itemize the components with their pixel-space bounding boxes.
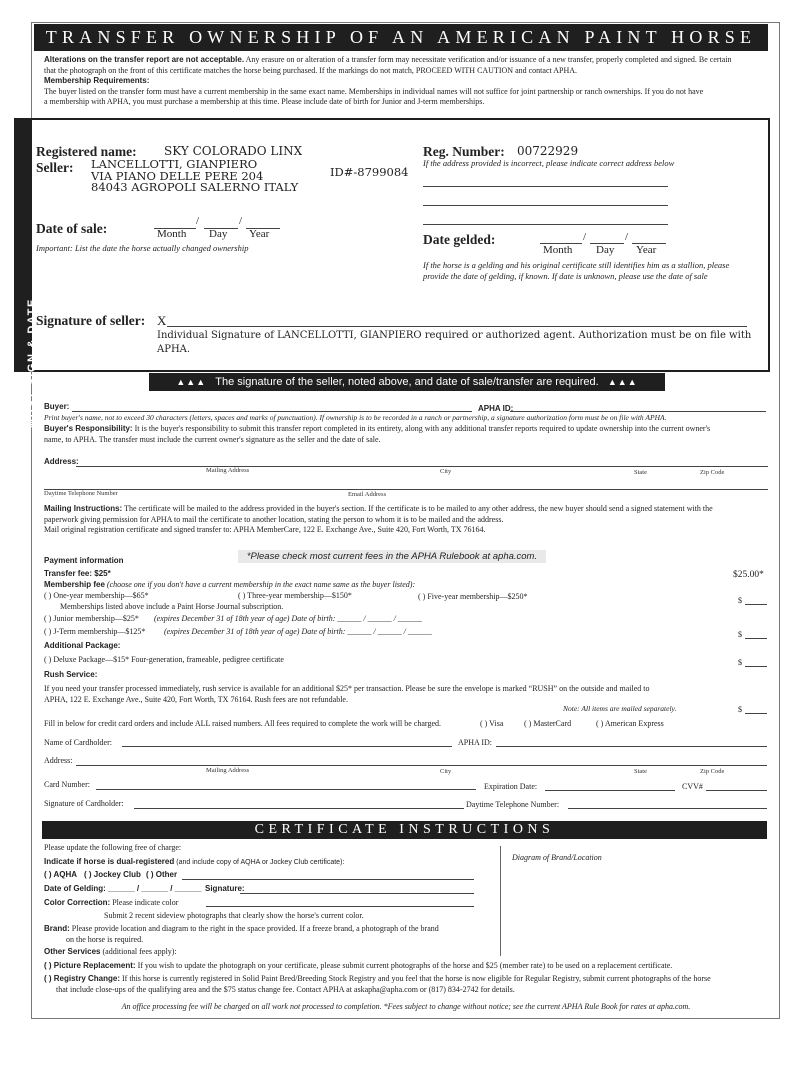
registry-change-block — [44, 974, 768, 995]
brand-diagram-divider — [500, 846, 501, 956]
cardholder-city-caption: City — [440, 768, 452, 775]
aqha-option[interactable]: ( ) AQHA — [44, 870, 78, 879]
picture-replacement-option[interactable]: ( ) Picture Replacement: — [44, 961, 136, 970]
junior-option[interactable]: ( ) Junior membership—$25* — [44, 614, 139, 623]
junior-amount-dollar: $ — [738, 630, 742, 639]
color-correction-line — [44, 898, 178, 909]
other-option[interactable]: ( ) Other — [146, 870, 178, 879]
corrected-address-line-1[interactable] — [423, 186, 668, 187]
buyer-apha-id-field[interactable] — [510, 411, 766, 412]
buyer-responsibility — [44, 424, 768, 445]
buyer-responsibility-heading: Buyer's Responsibility: — [44, 424, 133, 433]
journal-note: Memberships listed above include a Paint Horse Journal subscription. — [60, 602, 284, 611]
mailing-instructions-text-3: Mail original registration certificate and signed transfer to: APHA MemberCare, 122 E. Exchange Ave., Suite 420, Fort Worth, TX 76164. — [44, 525, 486, 534]
deluxe-amount-dollar: $ — [738, 658, 742, 667]
rush-text-2: APHA, 122 E. Exchange Ave., Suite 420, Fort Worth, TX 76164. Rush fees are not refundable. — [44, 694, 348, 704]
membership-requirements-text-2: a membership with APHA, you must purchase a membership at this time. Please include date of birth for Junior and J-term memberships. — [44, 97, 485, 106]
fees-note: *Please check most current fees in the APHA Rulebook at apha.com. — [238, 550, 546, 563]
signature-of-seller-label: Signature of seller: — [36, 313, 146, 328]
arrow-up-icons-left: ▲▲▲ — [176, 377, 207, 387]
brand-diagram-label: Diagram of Brand/Location — [512, 853, 602, 862]
registered-name-label: Registered name: — [36, 144, 137, 159]
signature-x-mark: X — [157, 313, 167, 328]
certificate-instructions-heading: CERTIFICATE INSTRUCTIONS — [42, 821, 767, 839]
certificate-signature-label: Signature: — [205, 884, 245, 893]
brand-heading: Brand: — [44, 924, 70, 933]
dual-registered-note: (and include copy of AQHA or Jockey Club certificate): — [176, 859, 345, 866]
membership-fee-note: (choose one if you don't have a current membership in the exact name same as the buyer listed): — [106, 580, 416, 589]
sale-year-caption: Year — [249, 228, 270, 240]
three-year-option[interactable]: ( ) Three-year membership—$150* — [238, 591, 352, 600]
date-of-sale-note: Important: List the date the horse actually changed ownership — [36, 243, 249, 253]
phone-caption: Daytime Telephone Number — [44, 490, 118, 497]
junior-amount-field[interactable] — [745, 638, 767, 639]
cvv-label: CVV# — [682, 782, 703, 791]
transfer-fee-amount: $25.00* — [733, 570, 764, 580]
alterations-text: Any erasure on or alteration of a transfer form may necessitate verification and/or issuance of a new transfer, properly completed and signed. Be certain — [245, 55, 732, 64]
arrow-up-icons-right: ▲▲▲ — [607, 377, 638, 387]
card-number-label: Card Number: — [44, 780, 90, 789]
update-free-text: Please update the following free of charge: — [44, 843, 182, 852]
other-services-line — [44, 947, 177, 958]
jterm-option[interactable]: ( ) J-Term membership—$125* — [44, 627, 146, 636]
cardholder-address-field[interactable] — [76, 765, 767, 766]
corrected-address-line-3[interactable] — [423, 224, 668, 225]
date-of-sale-label: Date of sale: — [36, 221, 108, 236]
cardholder-apha-id-field[interactable] — [496, 746, 767, 747]
email-caption: Email Address — [348, 491, 387, 498]
gelding-date-line[interactable]: Date of Gelding: ______ / ______ / ______ — [44, 884, 202, 893]
daytime-phone-label: Daytime Telephone Number: — [466, 800, 560, 809]
cardholder-mailing-caption: Mailing Address — [206, 767, 250, 774]
alterations-heading: Alterations on the transfer report are not acceptable. — [44, 55, 245, 64]
sale-month-caption: Month — [157, 228, 187, 240]
jterm-note: (expires December 31 of 18th year of age) Date of birth: ______ / ______ / ______ — [164, 627, 432, 636]
color-correction-heading: Color Correction: — [44, 898, 111, 907]
transfer-fee: Transfer fee: $25* — [44, 569, 111, 578]
gelded-day-caption: Day — [596, 244, 615, 256]
picture-replacement-text: If you wish to update the photograph on your certificate, please submit current photographs of the horse and $25 (member rate) to be used on a replacement certificate. — [137, 961, 673, 970]
dual-registered-heading: Indicate if horse is dual-registered — [44, 857, 175, 866]
zip-caption: Zip Code — [700, 469, 725, 476]
visa-option[interactable]: ( ) Visa — [480, 719, 504, 728]
mailing-address-caption: Mailing Address — [206, 467, 250, 474]
expiration-label: Expiration Date: — [484, 782, 538, 791]
dual-registered-line — [44, 857, 344, 869]
must-sign-label: MUST SIGN & DATE — [26, 298, 38, 428]
gelded-year-caption: Year — [636, 244, 657, 256]
corrected-address-line-2[interactable] — [423, 205, 668, 206]
color-correction-text: Please indicate color — [112, 898, 179, 907]
state-caption: State — [634, 469, 647, 476]
rush-text: If you need your transfer processed immediately, rush service is available for an additional $25* per transaction. Please be sure the envelope is marked “RUSH” on the outside and mailed to — [44, 684, 650, 693]
buyer-phone-email-field[interactable] — [44, 489, 768, 490]
cardholder-signature-field[interactable] — [134, 808, 464, 809]
seller-address-block — [91, 159, 298, 194]
mastercard-option[interactable]: ( ) MasterCard — [524, 719, 572, 728]
other-registry-field[interactable] — [182, 879, 474, 880]
gelded-month-caption: Month — [543, 244, 573, 256]
amex-option[interactable]: ( ) American Express — [596, 719, 664, 728]
address-note: If the address provided is incorrect, please indicate correct address below — [423, 158, 675, 168]
date-gelded-label: Date gelded: — [423, 232, 496, 247]
sale-date-slash-1: / — [196, 215, 200, 227]
signature-note: Individual Signature of LANCELLOTTI, GIANPIERO required or authorized agent. Authorization must be on file with APHA. — [157, 330, 752, 355]
membership-amount-field[interactable] — [745, 604, 767, 605]
cardholder-name-field[interactable] — [122, 746, 452, 747]
other-services-heading: Other Services — [44, 947, 101, 956]
sale-date-slash-2: / — [239, 215, 243, 227]
junior-note: (expires December 31 of 18th year of age) Date of birth: ______ / ______ / ______ — [154, 614, 422, 623]
registry-change-text: If this horse is currently registered in Solid Paint Bred/Breeding Stock Registry and you feel that the horse is now eligible for Regular Registry, submit current photographs of the horse — [122, 974, 711, 983]
rush-text-block — [44, 684, 768, 705]
sale-day-caption: Day — [209, 228, 228, 240]
buyer-apha-id-label: APHA ID: — [478, 404, 514, 413]
mailing-instructions-heading: Mailing Instructions: — [44, 504, 123, 513]
seller-address-line-2: 84043 AGROPOLI SALERNO ITALY — [91, 180, 299, 194]
card-number-field[interactable] — [96, 789, 476, 790]
cvv-field[interactable] — [706, 790, 767, 791]
color-field[interactable] — [206, 906, 474, 907]
mailing-instructions-text: The certificate will be mailed to the address provided in the buyer's section. If the certificate is to be mailed to any other address, the new buyer should send a signed statement with the — [124, 504, 713, 513]
cardholder-name-label: Name of Cardholder: — [44, 738, 112, 747]
membership-fee-heading: Membership fee — [44, 580, 105, 589]
rush-amount-field[interactable] — [745, 713, 767, 714]
buyer-note: Print buyer's name, not to exceed 30 characters (letters, spaces and marks of punctuation). If ownership is to be recorded in a ranch or partnership, a signature authorization form must be on file with APHA. — [44, 413, 667, 422]
registry-change-option[interactable]: ( ) Registry Change: — [44, 974, 121, 983]
cardholder-signature-label: Signature of Cardholder: — [44, 799, 124, 808]
daytime-phone-field[interactable] — [568, 808, 767, 809]
brand-block — [44, 924, 494, 945]
jockey-club-option[interactable]: ( ) Jockey Club — [84, 870, 141, 879]
seller-address-line-1: VIA PIANO DELLE PERE 204 — [91, 168, 264, 183]
certificate-signature-field[interactable] — [240, 893, 474, 894]
city-caption: City — [440, 468, 452, 475]
intro-text — [44, 55, 766, 108]
seller-name: LANCELLOTTI, GIANPIERO — [91, 157, 258, 171]
cardholder-zip-caption: Zip Code — [700, 768, 725, 775]
brand-text-2: on the horse is required. — [66, 934, 144, 944]
additional-package-heading: Additional Package: — [44, 641, 121, 650]
seller-signature-field[interactable] — [167, 326, 747, 327]
buyer-name-field[interactable] — [72, 411, 472, 412]
cardholder-state-caption: State — [634, 768, 647, 775]
buyer-address-field[interactable] — [76, 466, 768, 467]
registry-change-text-2: that include close-ups of the qualifying area and the $75 status change fee. Contact APHA at askapha@apha.com or (817) 834-2742 for details. — [56, 984, 515, 994]
deluxe-amount-field[interactable] — [745, 666, 767, 667]
seller-label: Seller: — [36, 160, 74, 175]
color-correction-text-2: Submit 2 recent sideview photographs that clearly show the horse's current color. — [104, 911, 364, 920]
cardholder-address-label: Address: — [44, 756, 73, 765]
picture-replacement-line — [44, 961, 768, 972]
mailed-note: Note: All items are mailed separately. — [563, 704, 677, 713]
five-year-option[interactable]: ( ) Five-year membership—$250* — [418, 592, 528, 601]
gelded-note: If the horse is a gelding and his original certificate still identifies him as a stallion, please provide the date of gelding, if known. If date is unknown, please use the date of sale — [423, 260, 730, 281]
one-year-option[interactable]: ( ) One-year membership—$65* — [44, 591, 149, 600]
buyer-label: Buyer: — [44, 402, 70, 411]
payment-heading: Payment information — [44, 556, 124, 565]
membership-fee-line — [44, 580, 415, 591]
membership-amount-dollar: $ — [738, 596, 742, 605]
footer-note: An office processing fee will be charged on all work not processed to completion. *Fees subject to change without notice; see the current APHA Rule Book for rates at apha.com. — [121, 1002, 691, 1011]
registered-name-value: SKY COLORADO LINX — [164, 144, 303, 158]
buyer-responsibility-text-2: name, to APHA. The transfer must include the current owner's signature as the seller and the date of sale. — [44, 434, 381, 444]
gelded-date-slash-1: / — [583, 231, 587, 243]
buyer-responsibility-text: It is the buyer's responsibility to submit this transfer report completed in its entirety, along with any additional transfer reports required to update ownership into the current owner's — [134, 424, 711, 433]
buyer-address-label: Address: — [44, 457, 79, 466]
reg-number-value: 00722929 — [517, 144, 579, 158]
other-services-note: (additional fees apply): — [102, 947, 177, 956]
membership-requirements-heading: Membership Requirements: — [44, 76, 150, 85]
mailing-instructions — [44, 504, 768, 536]
mailing-instructions-text-2: paperwork giving permission for APHA to mail the certificate to another location, stating the person to whom it is to be mailed and the address. — [44, 514, 504, 524]
deluxe-option[interactable]: ( ) Deluxe Package—$15* Four-generation, frameable, pedigree certificate — [44, 655, 284, 664]
membership-requirements-text: The buyer listed on the transfer form must have a current membership in the same exact name. Memberships in individual names will not suffice for joint partnership or ranch ownerships. If you do not have — [44, 86, 704, 96]
form-title: TRANSFER OWNERSHIP OF AN AMERICAN PAINT HORSE — [34, 24, 768, 51]
signature-required-banner — [149, 373, 665, 391]
seller-id: ID#-8799084 — [330, 165, 409, 179]
credit-card-text: Fill in below for credit card orders and include ALL raised numbers. All fees required to complete the work will be charged. — [44, 719, 441, 728]
cardholder-apha-id-label: APHA ID: — [458, 738, 493, 747]
alterations-text-2: that the photograph on the front of this certificate matches the horse being purchased. If the markings do not match, PROCEED WITH CAUTION and contact APHA. — [44, 65, 578, 75]
rush-amount-dollar: $ — [738, 705, 742, 714]
expiration-field[interactable] — [545, 790, 675, 791]
gelded-date-slash-2: / — [625, 231, 629, 243]
signature-required-text: The signature of the seller, noted above, and date of sale/transfer are required. — [215, 376, 599, 388]
reg-number-label: Reg. Number: — [423, 144, 505, 159]
brand-text: Please provide location and diagram to the right in the space provided. If a freeze brand, a photograph of the brand — [71, 924, 439, 933]
must-sign-tab — [14, 118, 38, 428]
rush-heading: Rush Service: — [44, 670, 98, 679]
